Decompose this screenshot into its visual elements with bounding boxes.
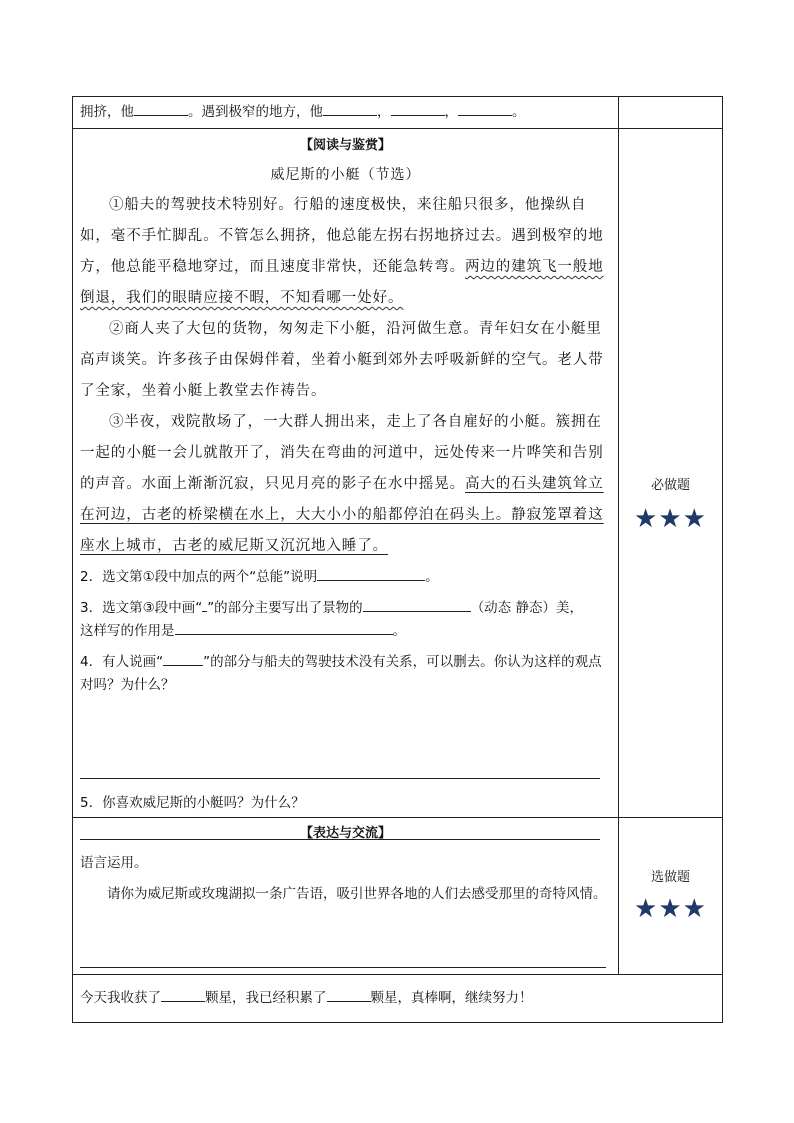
- question-3: [80, 597, 611, 643]
- optional-side-cell: [619, 818, 723, 975]
- paragraph-1-wavy-underline: 两边的建筑飞一般地倒退，我们的眼睛应接不暇，不知看哪一处好。: [80, 259, 604, 306]
- question-3-blank-1[interactable]: [363, 597, 471, 612]
- reading-heading: 【阅读与鉴赏】: [299, 138, 391, 153]
- reading-row: [73, 129, 723, 818]
- side-cell-empty: [619, 97, 723, 129]
- blank-4[interactable]: [458, 101, 512, 116]
- fill-in-cell: [73, 97, 619, 129]
- fill-text-1: 拥挤，他: [80, 104, 134, 120]
- question-5: 5．你喜欢威尼斯的小艇吗？为什么？: [80, 795, 305, 811]
- expression-cell: [73, 818, 619, 975]
- paragraph-3-text: ③半夜，戏院散场了，一大群人拥出来，走上了各自雇好的小艇。簇拥在一起的小艇一会儿就散开了，消失在弯曲的河道中，远处传来一片哗笑和告别的声音。水面上渐渐沉寂，只见月亮的影子在水中摇晃。: [80, 414, 604, 492]
- footer-text-2: 颗星，我已经积累了: [205, 990, 327, 1006]
- required-stars: ★★★: [634, 504, 707, 534]
- question-2-end: 。: [425, 569, 439, 585]
- question-4-mark: [163, 651, 203, 666]
- footer-row: [73, 975, 723, 1023]
- question-4-text-b: ”的部分与船夫的驾驶技术没有关系，可以删去。你认为这样的观点对吗？为什么？: [80, 654, 602, 693]
- question-2-blank[interactable]: [317, 566, 425, 581]
- question-3-blank-2[interactable]: [175, 620, 393, 635]
- footer-cell: [73, 975, 723, 1023]
- expression-line-1: 语言运用。: [80, 855, 148, 871]
- fill-text-2: 。遇到极窄的地方，他: [188, 104, 323, 120]
- blank-3[interactable]: [391, 101, 445, 116]
- required-side-cell: [619, 129, 723, 818]
- fill-text-4: ，: [444, 104, 458, 120]
- reading-cell: [73, 129, 619, 818]
- footer-text-1: 今天我收获了: [80, 990, 161, 1006]
- blank-1[interactable]: [134, 101, 188, 116]
- question-3-text-b: ”的部分主要写出了景物的: [207, 600, 363, 616]
- question-3-end: 。: [392, 623, 406, 639]
- paragraph-1-text: ①船夫的驾驶技术特别好。行船的速度极快，来往船只很多，他操纵自如，毫不手忙脚乱。不管怎么拥挤，他总能左拐右拐地挤过去。遇到极窄的地方，他总能平稳地穿过，而且速度非常快，还能急转弯。: [80, 197, 604, 275]
- question-2: [80, 566, 611, 589]
- fill-in-row: [73, 97, 723, 129]
- paragraph-3-underline: 高大的石头建筑耸立在河边，古老的桥梁横在水上，大大小小的船都停泊在码头上。静寂笼罩着这座水上城市，古老的威尼斯又沉沉地入睡了。: [80, 476, 604, 554]
- expression-row: [73, 818, 723, 975]
- optional-label: 选做题: [650, 870, 690, 885]
- question-4-text-a: 4．有人说画“: [80, 654, 164, 670]
- footer-blank-2[interactable]: [327, 987, 371, 1002]
- passage-paragraph-3: [80, 407, 611, 562]
- blank-2[interactable]: [323, 101, 377, 116]
- footer-blank-1[interactable]: [161, 987, 205, 1002]
- question-3-text-a: 3．选文第③段中画“: [80, 600, 203, 616]
- fill-text-3: ，: [377, 104, 391, 120]
- expression-heading: 【表达与交流】: [299, 826, 391, 841]
- passage-title: 威尼斯的小艇（节选）: [270, 167, 421, 183]
- question-3-text-d: 这样写的作用是: [80, 623, 175, 639]
- question-4-answer-line[interactable]: [80, 778, 600, 779]
- passage-paragraph-2: ②商人夹了大包的货物，匆匆走下小艇，沿河做生意。青年妇女在小艇里高声谈笑。许多孩子由保姆伴着，坐着小艇到郊外去呼吸新鲜的空气。老人带了全家，坐着小艇上教堂去作祷告。: [80, 321, 604, 399]
- expression-prompt: 请你为威尼斯或玫瑰湖拟一条广告语，吸引世界各地的人们去感受那里的奇特风情。: [107, 886, 607, 902]
- passage-paragraph-1: [80, 190, 611, 314]
- worksheet-table: [72, 96, 723, 1023]
- question-2-text: 2．选文第①段中加点的两个“总能”说明: [80, 569, 318, 585]
- question-3-options: （动态 静态）美，: [470, 600, 583, 616]
- footer-text-3: 颗星，真棒啊，继续努力！: [370, 990, 533, 1006]
- fill-text-5: 。: [512, 104, 526, 120]
- required-label: 必做题: [650, 478, 690, 493]
- optional-stars: ★★★: [634, 894, 707, 924]
- question-4: [80, 651, 611, 697]
- expression-answer-line[interactable]: [80, 967, 606, 968]
